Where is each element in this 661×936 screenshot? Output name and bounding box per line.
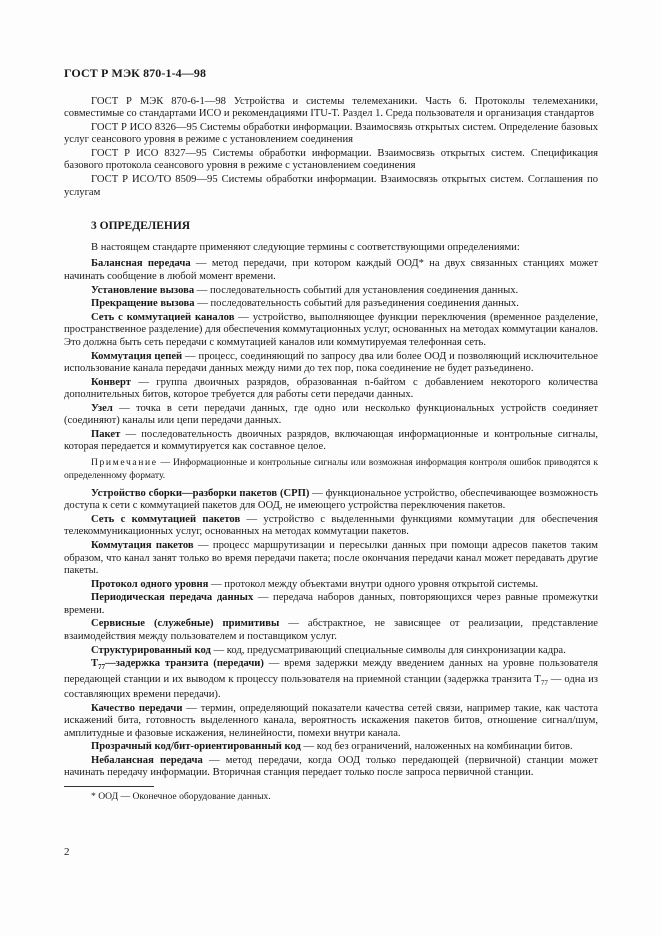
reference-paragraph: ГОСТ Р МЭК 870-6-1—98 Устройства и системы телемеханики. Часть 6. Протоколы телемеханики, совместимые со стандартами ИСО и рекомендациями ITU-T. Раздел 1. Среда пользователя и организация стандартов [64,96,598,120]
reference-paragraph: ГОСТ Р ИСО 8326—95 Системы обработки информации. Взаимосвязь открытых систем. Определение базовых услуг сеансового уровня в режиме с установлением соединения [64,122,598,146]
definition [64,514,598,539]
definition-text: — устройство с выделенными функциями коммутации для обеспечения телекоммуникационных услуг, основанных на методах коммутации пакетов. [64,514,598,538]
document-header: ГОСТ Р МЭК 870-1-4—98 [64,66,207,80]
definition-term: Сеть с коммутацией пакетов [91,514,241,526]
definition [64,351,598,376]
definition-term: Небалансная передача [91,755,203,767]
definition [64,755,598,780]
definition-term: Сервисные (служебные) примитивы [91,618,280,630]
footnote-divider [64,786,154,787]
definition [64,645,598,657]
definition-term: Узел [91,402,113,414]
definition-text: — код без ограничений, наложенных на комбинации битов. [300,741,573,753]
definition [64,298,598,310]
section-intro: В настоящем стандарте применяют следующие термины с соответствующими определениями: [91,242,520,254]
definition [64,540,598,577]
definition-text: — процесс маршрутизации и пересылки данных при помощи адресов пакетов таким образом, что канал занят только во время передачи пакета; после окончания передачи канал может передавать другие пакеты. [64,540,598,576]
definition-transit-delay [64,658,598,701]
definition-term: Балансная передача [91,258,191,270]
definition-text: — передача наборов данных, повторяющихся через равные промежутки времени. [64,592,599,616]
note [64,457,598,482]
definition-term: Прекращение вызова [91,298,195,310]
term-subscript: 77 [98,663,106,672]
definition [64,592,598,617]
inline-subscript: 77 [540,678,548,687]
definition-text: — абстрактное, не зависящее от реализации, представление взаимодействия между пользователем и поставщиком услуг. [64,618,598,642]
definition [64,703,598,740]
definition [64,579,598,591]
definition-text: — функциональное устройство, обеспечивающее возможность доступа к сети с коммутацией пакетов для ООД, не имеющего устройства переключения пакетов. [64,488,598,512]
definition-term: Сеть с коммутацией каналов [91,312,235,324]
definition-term: Прозрачный код/бит-ориентированный код [91,741,301,753]
definition-text: — код, предусматривающий специальные символы для синхронизации кадра. [210,644,566,656]
definition [64,741,598,753]
definition-text: — группа двоичных разрядов, образованная n-байтом с добавлением некоторого количества дополнительных битов, которое требуется для работы сети передачи данных. [64,376,598,400]
definition-text: — точка в сети передачи данных, где одно или несколько функциональных устройств соединяет (соединяют) каналы или цепи передачи данных. [64,402,598,427]
definition-text: — процесс, соединяющий по запросу два или более ООД и позволяющий исключительное использование канала передачи данных между ними до тех пор, пока соединение не будет разъединено. [64,350,598,374]
definition [64,258,598,283]
definition [64,377,598,402]
definition-term: Протокол одного уровня [91,578,209,590]
definition-term [91,658,264,672]
definition-text: — последовательность событий для установления соединения данных. [194,284,519,296]
term-rest: —задержка транзита (передачи) [105,658,264,670]
footnote: * ООД — Оконечное оборудование данных. [91,790,271,802]
definition-term: Конверт [91,376,131,388]
definition-text: — метод передачи, при котором каждый ООД* на двух связанных станциях может начинать сообщение в любой момент времени. [64,258,599,282]
document-body [64,96,598,805]
definition-term: Структурированный код [91,644,211,656]
definition-text: — последовательность событий для разъединения соединения данных. [194,298,519,310]
definition-text-tail: — одна из составляющих времени передачи). [64,673,598,701]
definition [64,312,598,349]
definition-text: — последовательность двоичных разрядов, включающая информационные и контрольные сигналы, которая передается и коммутируется как составное целое. [64,428,598,453]
definition [64,285,598,297]
definition [64,429,598,454]
definition-term: Качество передачи [91,702,183,714]
definition-term: Пакет [91,428,121,440]
reference-paragraph: ГОСТ Р ИСО 8327—95 Системы обработки информации. Взаимосвязь открытых систем. Спецификация базового протокола сеансового уровня в режиме с установлением соединения [64,148,598,172]
definition-term: Периодическая передача данных [91,592,254,604]
page-number: 2 [64,846,70,858]
definition [64,488,598,513]
definition-text: — протокол между объектами внутри одного уровня открытой системы. [208,578,539,590]
definition-text: — устройство, выполняющее функции переключения (временное разделение, пространственное разделение) для обеспечения коммутационных услуг, основанных на методах коммутации каналов. Это должна быть сеть передачи с коммутацией каналов или коммутируемая телефонная сеть. [64,312,598,348]
definition-text: — метод передачи, когда ООД только передающей (первичной) станции может начинать передачу информации. Вторичная станция передает только после запроса первичной станции. [64,755,598,779]
definition-text: — термин, определяющий показатели качества сетей связи, например такие, как частота искажений бита, готовность выделенного канала, вероятность искажения пакетов битов, отношение сигнал/шум, амплитудные и фазовые искажения, нелинейности, помехи внутри канала. [64,702,599,739]
definition [64,403,598,428]
definition-term: Устройство сборки—разборки пакетов (СРП) [91,488,310,500]
definition-text: — время задержки между введением данных на уровне пользователя передающей станции и их выводом к процессу пользователя на приемной станции (задержка транзита T [64,658,599,685]
definition-term: Установление вызова [91,284,195,296]
note-label: Примечание [91,457,158,469]
term-symbol: T [91,658,99,670]
definition [64,618,598,643]
note-text: — Информационные и контрольные сигналы или возможная информация контроля ошибок приводятся к определенному формату. [64,457,598,481]
definition-term: Коммутация цепей [91,350,183,362]
section-title: 3 ОПРЕДЕЛЕНИЯ [91,219,191,232]
reference-paragraph: ГОСТ Р ИСО/ТО 8509—95 Системы обработки информации. Взаимосвязь открытых систем. Соглашения по услугам [64,174,598,198]
definition-term: Коммутация пакетов [91,540,194,552]
